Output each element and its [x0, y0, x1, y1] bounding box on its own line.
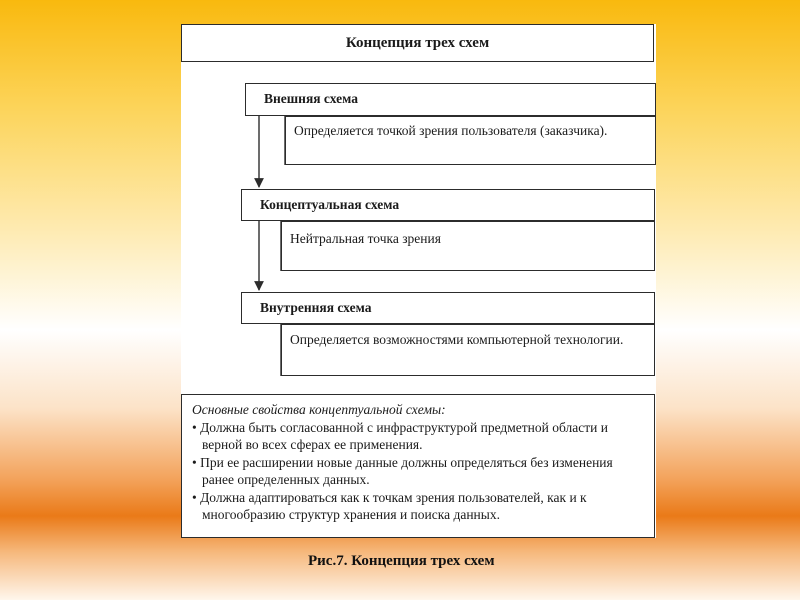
figure-caption: Рис.7. Концепция трех схем	[308, 553, 495, 569]
properties-title: Основные свойства концептуальной схемы:	[192, 402, 446, 417]
property-item-2: • При ее расширении новые данные должны определяться без изменения ранее определенных данных.	[192, 454, 613, 487]
scheme-conceptual-description: Нейтральная точка зрения	[281, 221, 655, 271]
scheme-internal-description: Определяется возможностями компьютерной технологии.	[281, 324, 655, 376]
diagram-title: Концепция трех схем	[181, 24, 654, 62]
scheme-external-header: Внешняя схема	[245, 83, 656, 116]
scheme-internal-header: Внутренняя схема	[241, 292, 655, 324]
property-item-3: • Должна адаптироваться как к точкам зрения пользователей, как и к многообразию структур хранения и поиска данных.	[192, 489, 587, 522]
scheme-external-description: Определяется точкой зрения пользователя (заказчика).	[285, 116, 656, 165]
diagram-card	[181, 24, 656, 538]
scheme-conceptual-header: Концептуальная схема	[241, 189, 655, 221]
property-item-1: • Должна быть согласованной с инфраструктурой предметной области и верной во всех сферах ее применения.	[192, 419, 608, 452]
properties-box	[181, 394, 655, 538]
